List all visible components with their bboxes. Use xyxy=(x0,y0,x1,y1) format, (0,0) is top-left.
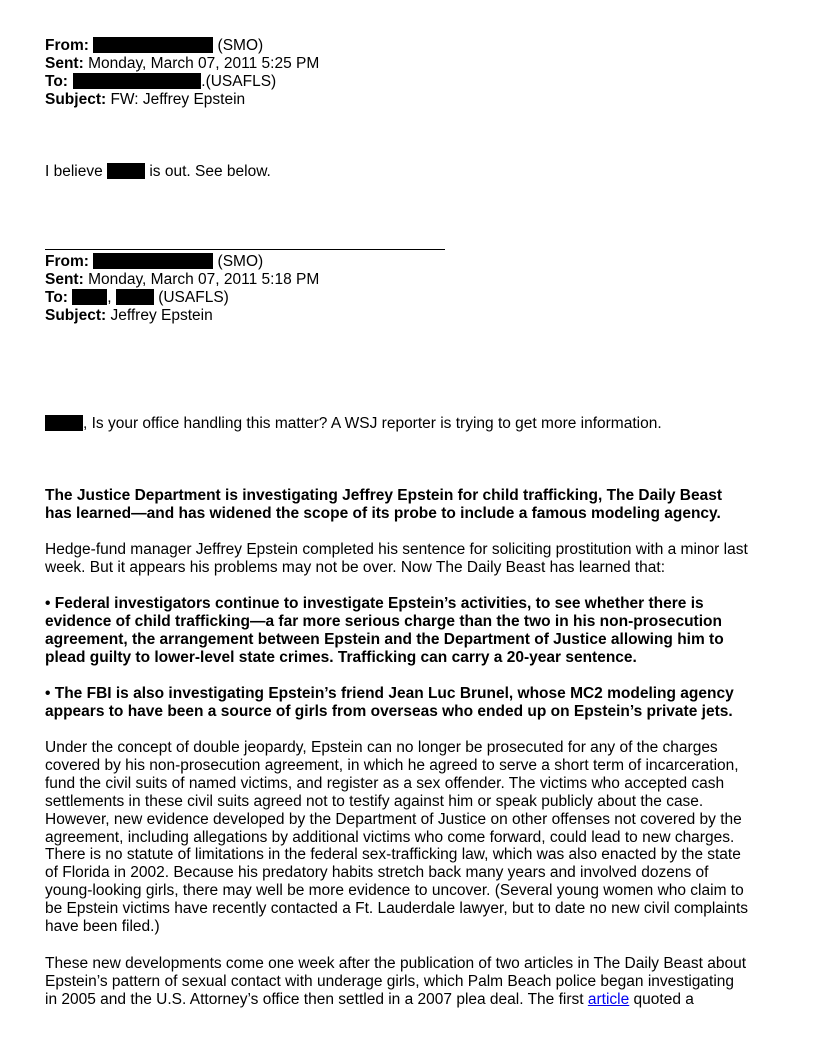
email1-from-line xyxy=(45,37,263,55)
article-bullet-2 xyxy=(45,685,775,721)
from-label: From: xyxy=(45,37,89,54)
text-line: young-looking girls, there may well be more evidence to uncover. (Several young women who claim to xyxy=(45,882,744,900)
text-line: The Justice Department is investigating Jeffrey Epstein for child trafficking, The Daily Beast xyxy=(45,487,723,504)
subject-value: Jeffrey Epstein xyxy=(110,307,213,324)
body-text: , Is your office handling this matter? A WSJ reporter is trying to get more information. xyxy=(83,415,662,432)
email1-body xyxy=(45,163,271,181)
to-label: To: xyxy=(45,73,68,90)
email1-to-line xyxy=(45,73,276,91)
redaction-block xyxy=(72,289,107,305)
to-label: To: xyxy=(45,289,68,306)
redaction-block xyxy=(93,37,213,53)
text-fragment: in 2005 and the U.S. Attorney’s office then settled in a 2007 plea deal. The first xyxy=(45,990,588,1008)
article-bullet-1 xyxy=(45,595,775,667)
article-paragraph-1 xyxy=(45,541,775,577)
redaction-block xyxy=(107,163,145,179)
to-value: .(USAFLS) xyxy=(201,73,277,90)
redaction-block xyxy=(116,289,154,305)
email2-sent-line xyxy=(45,271,319,289)
text-line: plead guilty to lower-level state crimes. Trafficking can carry a 20-year sentence. xyxy=(45,648,637,666)
sent-label: Sent: xyxy=(45,271,84,288)
body-text: I believe xyxy=(45,163,103,180)
text-line xyxy=(45,991,775,1009)
article-paragraph-2 xyxy=(45,739,775,936)
text-line: • The FBI is also investigating Epstein’s friend Jean Luc Brunel, whose MC2 modeling agency xyxy=(45,685,734,702)
from-label: From: xyxy=(45,253,89,270)
text-line: evidence of child trafficking—a far more serious charge than the two in his non-prosecution xyxy=(45,612,722,630)
text-fragment: quoted a xyxy=(629,990,694,1008)
text-line: settlements in these civil suits agreed not to testify against him or speak publicly about the case. xyxy=(45,792,704,810)
text-line: • Federal investigators continue to investigate Epstein’s activities, to see whether there is xyxy=(45,595,704,612)
body-text: is out. See below. xyxy=(149,163,271,180)
text-line: week. But it appears his problems may not be over. Now The Daily Beast has learned that: xyxy=(45,558,666,576)
email2-to-line xyxy=(45,289,229,307)
text-line: have been filed.) xyxy=(45,918,160,936)
redaction-block xyxy=(93,253,213,269)
text-line: There is no statute of limitations in the federal sex-trafficking law, which was also enacted by the state xyxy=(45,846,741,864)
subject-value: FW: Jeffrey Epstein xyxy=(110,91,246,108)
text-line: Under the concept of double jeopardy, Epstein can no longer be prosecuted for any of the charges xyxy=(45,739,718,756)
article-paragraph-3 xyxy=(45,955,775,1009)
subject-label: Subject: xyxy=(45,91,107,108)
email2-from-line xyxy=(45,253,263,271)
text-line: Hedge-fund manager Jeffrey Epstein completed his sentence for soliciting prostitution with a minor last xyxy=(45,541,748,558)
article-lead xyxy=(45,487,775,523)
text-line: Epstein’s pattern of sexual contact with underage girls, which Palm Beach police began investigating xyxy=(45,972,735,990)
text-line: These new developments come one week after the publication of two articles in The Daily Beast about xyxy=(45,955,747,972)
to-value: (USAFLS) xyxy=(158,289,229,306)
text-line: fund the civil suits of named victims, and register as a sex offender. The victims who accepted cash xyxy=(45,774,725,792)
text-line: agreement, including allegations by additional victims who come forward, could lead to new charges. xyxy=(45,828,735,846)
article-link[interactable]: article xyxy=(587,990,630,1008)
text-line: has learned—and has widened the scope of its probe to include a famous modeling agency. xyxy=(45,504,721,522)
separator-rule xyxy=(45,249,445,250)
text-line: appears to have been a source of girls from overseas who ended up on Epstein’s private jets. xyxy=(45,702,733,720)
redaction-block xyxy=(73,73,201,89)
to-separator: , xyxy=(107,289,112,306)
text-line: covered by his non-prosecution agreement, in which he agreed to serve a short term of incarceration, xyxy=(45,756,739,774)
text-line: However, new evidence developed by the Department of Justice on other offenses not covered by the xyxy=(45,810,742,828)
text-line: of Florida in 2002. Because his predatory habits stretch back many years and involved dozens of xyxy=(45,864,709,882)
text-line: agreement, the arrangement between Epstein and the Department of Justice allowing him to xyxy=(45,630,724,648)
text-line: be Epstein victims have recently contacted a Ft. Lauderdale lawyer, but to date no new civil complaints xyxy=(45,900,749,918)
sent-label: Sent: xyxy=(45,55,84,72)
from-value: (SMO) xyxy=(217,253,264,270)
from-value: (SMO) xyxy=(217,37,264,54)
sent-value: Monday, March 07, 2011 5:18 PM xyxy=(88,271,320,288)
sent-value: Monday, March 07, 2011 5:25 PM xyxy=(88,55,320,72)
email1-subject-line xyxy=(45,91,245,109)
email2-subject-line xyxy=(45,307,213,325)
subject-label: Subject: xyxy=(45,307,107,324)
email1-sent-line xyxy=(45,55,319,73)
redaction-block xyxy=(45,415,83,431)
email2-body xyxy=(45,415,662,433)
